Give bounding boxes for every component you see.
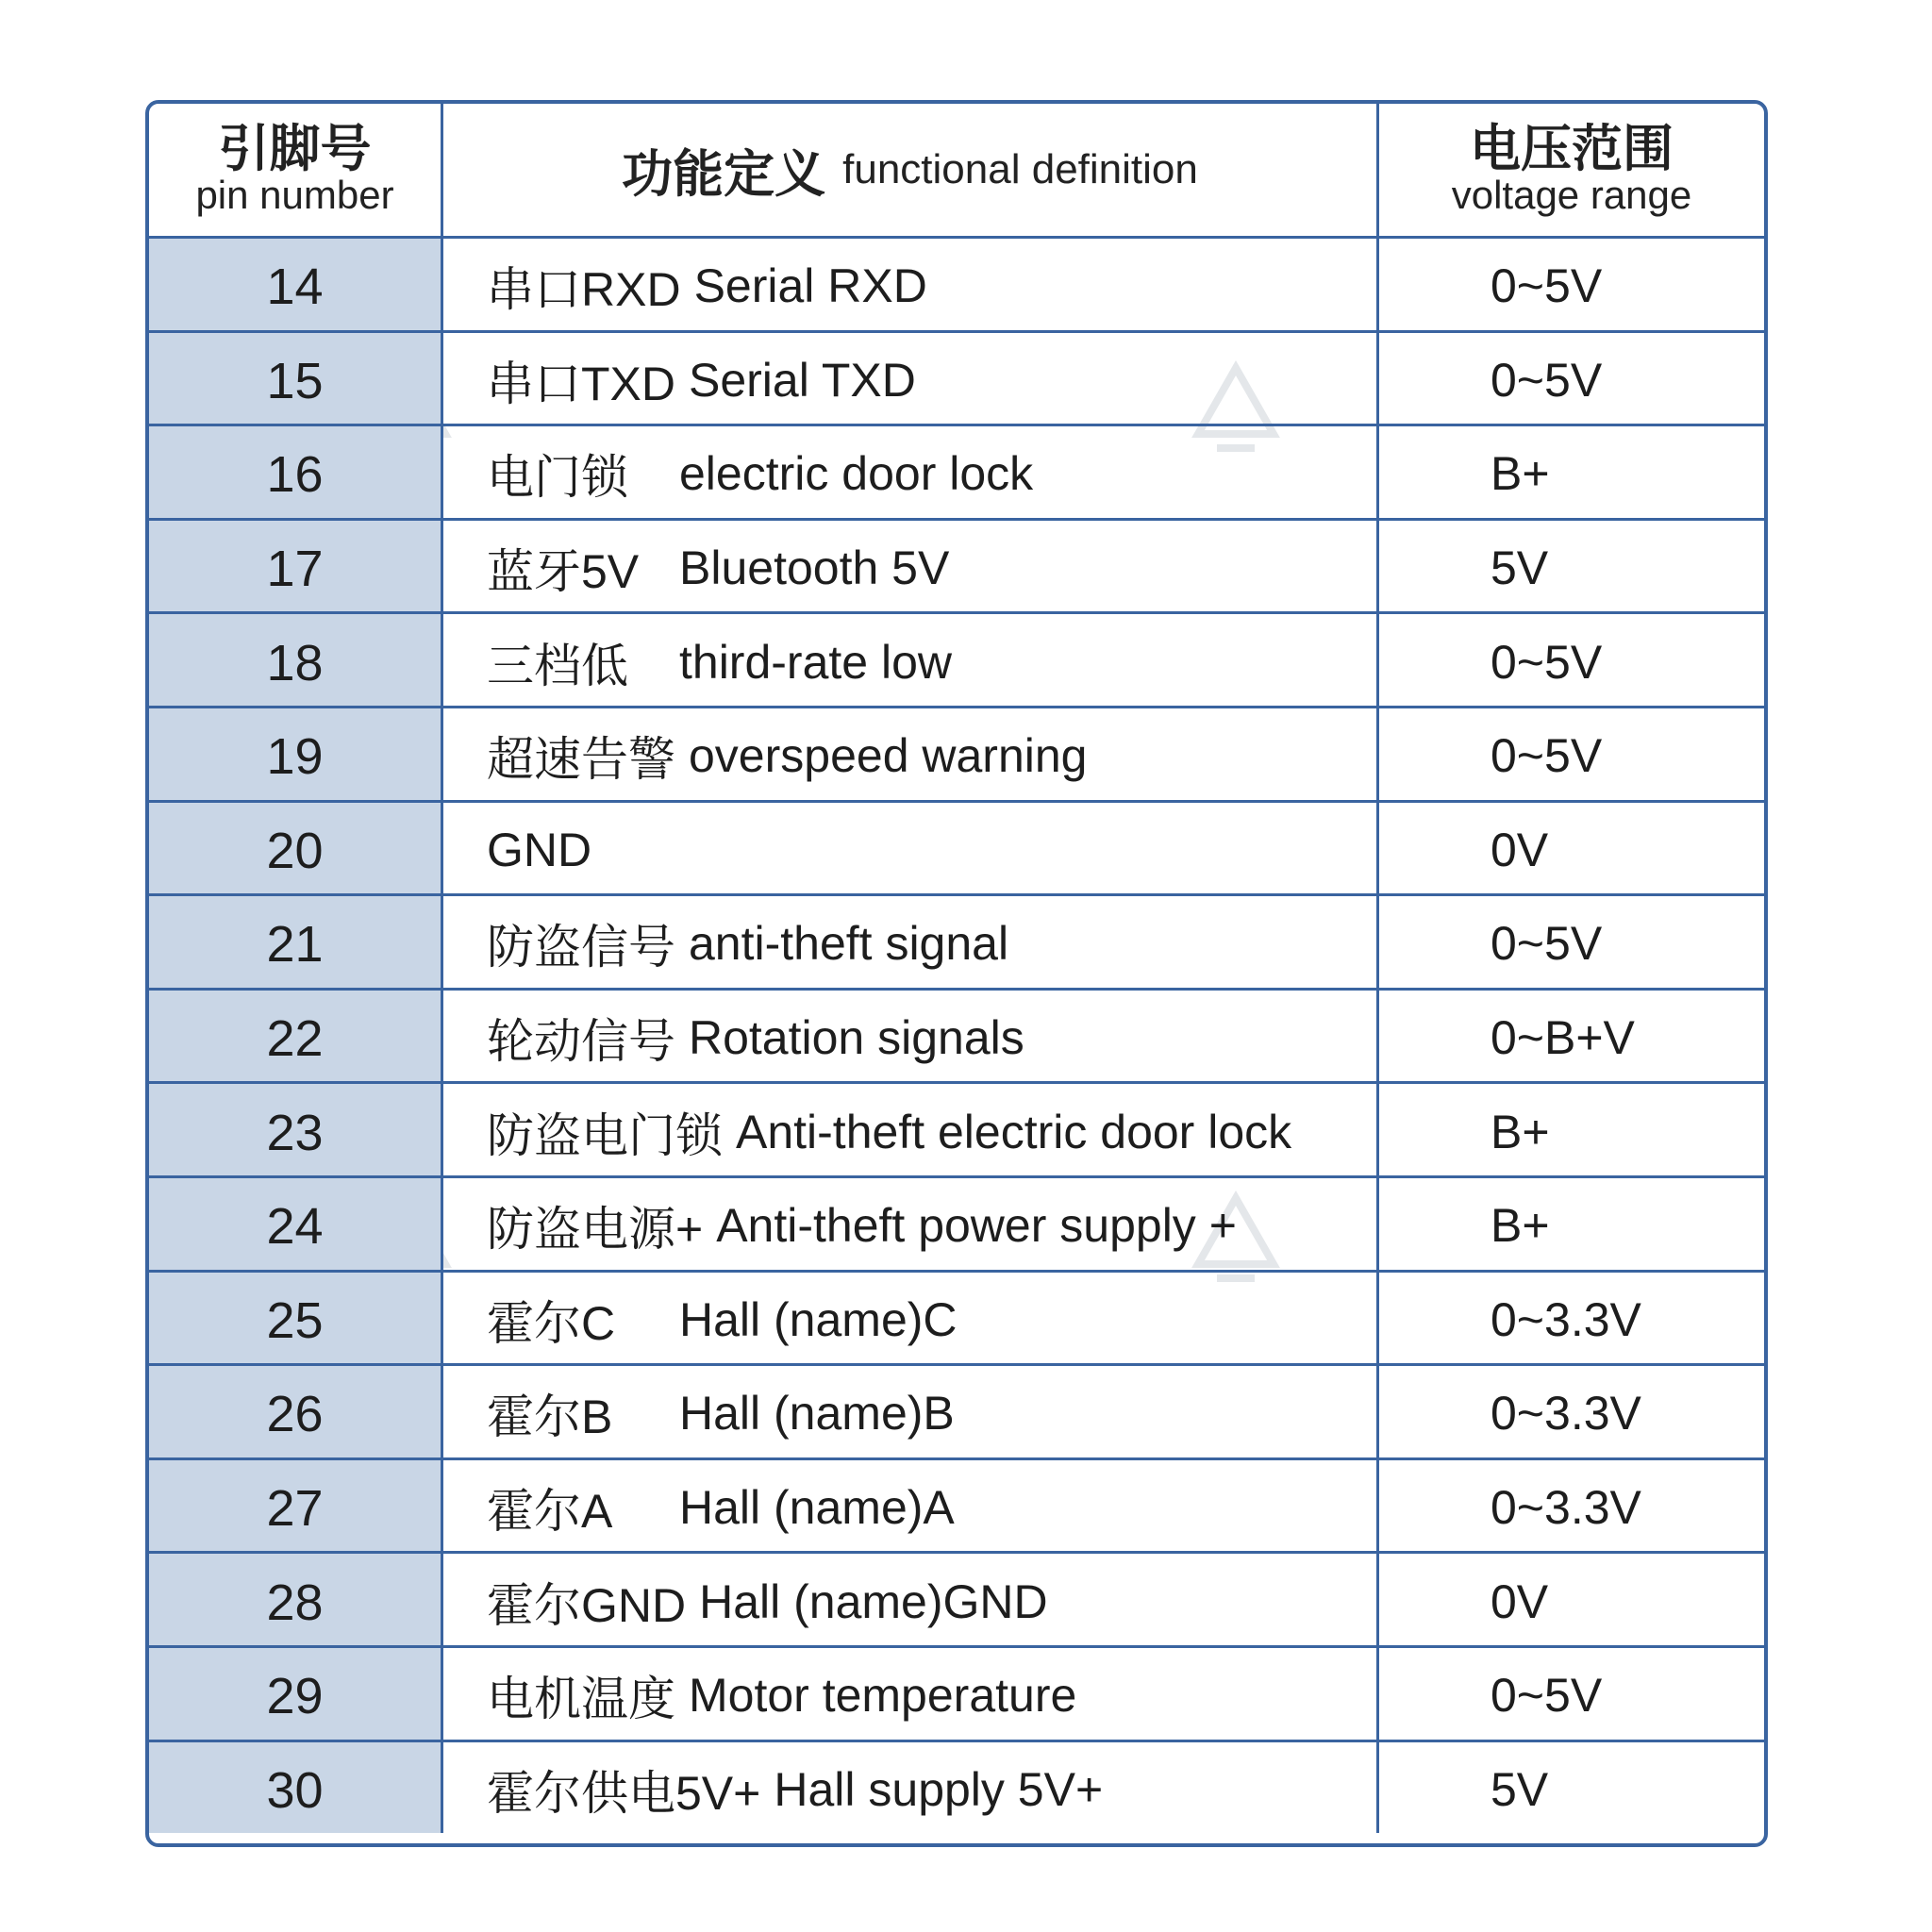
function-cell [443,333,1379,425]
pin-number-cell: 15 [149,333,443,425]
function-en: Hall supply 5V+ [774,1762,1104,1816]
function-cn: GND [487,823,592,876]
function-cell [443,708,1379,800]
function-cell [443,614,1379,706]
voltage-cell: 0~3.3V [1491,1481,1641,1535]
voltage-cell: 5V [1491,541,1549,595]
function-cn: 轮动信号 [487,1015,675,1069]
table-row [149,1645,1764,1740]
table-row [149,988,1764,1082]
pin-number-cell: 30 [149,1742,443,1834]
function-cell [443,1554,1379,1645]
function-cell [443,1178,1379,1270]
pin-number-cell: 26 [149,1366,443,1457]
table-row [149,236,1764,330]
function-cn: 霍尔B [487,1391,613,1444]
function-cn: 蓝牙5V [487,545,640,599]
function-en: Hall (name)GND [699,1574,1048,1628]
header-pin-en: pin number [195,173,394,218]
function-en: Hall (name)B [679,1387,955,1441]
pin-number-cell: 25 [149,1273,443,1364]
header-func-cn: 功能定义 [622,145,826,203]
function-cell [443,239,1379,330]
function-cn: 电机温度 [487,1673,675,1726]
function-en: Anti-theft power supply + [716,1199,1237,1253]
function-cell [443,803,1379,894]
pin-number-cell: 29 [149,1648,443,1740]
pin-number-cell: 17 [149,521,443,612]
voltage-cell: 0~3.3V [1491,1292,1641,1346]
function-cn: 霍尔GND [487,1578,687,1632]
table-row [149,1175,1764,1270]
function-cn: 霍尔供电5V+ [487,1766,761,1820]
function-cn: 串口TXD [487,357,675,410]
pin-number-cell: 20 [149,803,443,894]
function-cell [443,1273,1379,1364]
function-cell [443,991,1379,1082]
header-pin-cn: 引脚号 [218,121,372,178]
function-en: Serial RXD [693,259,927,313]
function-en: Hall (name)A [679,1481,955,1535]
table-row [149,1363,1764,1457]
voltage-cell: 0~5V [1491,635,1603,689]
function-en: third-rate low [679,635,952,689]
function-cell [443,521,1379,612]
table-row [149,330,1764,425]
function-cn: 超速告警 [487,733,675,787]
pin-definition-table [145,100,1768,1847]
function-en: Motor temperature [689,1669,1077,1723]
header-functional-definition [443,104,1379,236]
voltage-cell: 0~5V [1491,917,1603,971]
pin-number-cell: 27 [149,1460,443,1552]
header-volt-cn: 电压范围 [1470,121,1674,178]
table-header-row [149,104,1764,236]
function-cn: 防盗信号 [487,921,675,974]
pin-number-cell: 14 [149,239,443,330]
function-en: Bluetooth 5V [679,541,950,595]
voltage-cell: 0~5V [1491,259,1603,313]
function-en: overspeed warning [689,729,1088,783]
function-cn: 霍尔A [487,1485,613,1539]
header-voltage-range [1379,104,1764,236]
table-row [149,893,1764,988]
table-row [149,1551,1764,1645]
table-row [149,1270,1764,1364]
function-cn: 三档低 [487,639,628,692]
pin-number-cell: 21 [149,896,443,988]
table-row [149,800,1764,894]
function-en: Rotation signals [689,1011,1024,1065]
voltage-cell: 0~5V [1491,1669,1603,1723]
header-func-en: functional definition [842,146,1198,192]
voltage-cell: B+ [1491,1199,1550,1253]
table-row [149,611,1764,706]
function-en: anti-theft signal [689,917,1009,971]
voltage-cell: 0~5V [1491,729,1603,783]
function-cell [443,1366,1379,1457]
voltage-cell: 0V [1491,823,1549,876]
function-en: electric door lock [679,447,1034,501]
function-cn: 防盗电源+ [487,1203,704,1257]
pin-number-cell: 16 [149,426,443,518]
table-row [149,1457,1764,1552]
pin-number-cell: 28 [149,1554,443,1645]
voltage-cell: 0~5V [1491,353,1603,407]
function-en: Hall (name)C [679,1292,958,1346]
pin-number-cell: 18 [149,614,443,706]
pin-number-cell: 22 [149,991,443,1082]
function-cell [443,426,1379,518]
pin-number-cell: 24 [149,1178,443,1270]
table-row [149,518,1764,612]
function-en: Anti-theft electric door lock [736,1105,1292,1158]
table-row [149,706,1764,800]
voltage-cell: 0~B+V [1491,1011,1635,1065]
voltage-cell: B+ [1491,447,1550,501]
function-cell [443,1648,1379,1740]
pin-number-cell: 23 [149,1084,443,1175]
table-row [149,1081,1764,1175]
function-cn: 电门锁 [487,451,628,505]
function-cn: 串口RXD [487,263,681,317]
function-en: Serial TXD [689,353,916,407]
voltage-cell: 5V [1491,1762,1549,1816]
function-cell [443,896,1379,988]
table-row [149,1740,1764,1834]
function-cell [443,1084,1379,1175]
function-cn: 霍尔C [487,1296,616,1350]
header-pin-number [149,104,443,236]
pin-number-cell: 19 [149,708,443,800]
function-cell [443,1742,1379,1834]
voltage-cell: 0V [1491,1574,1549,1628]
table-row [149,424,1764,518]
function-cell [443,1460,1379,1552]
voltage-cell: 0~3.3V [1491,1387,1641,1441]
header-volt-en: voltage range [1451,173,1692,218]
voltage-cell: B+ [1491,1105,1550,1158]
function-cn: 防盗电门锁 [487,1108,723,1162]
